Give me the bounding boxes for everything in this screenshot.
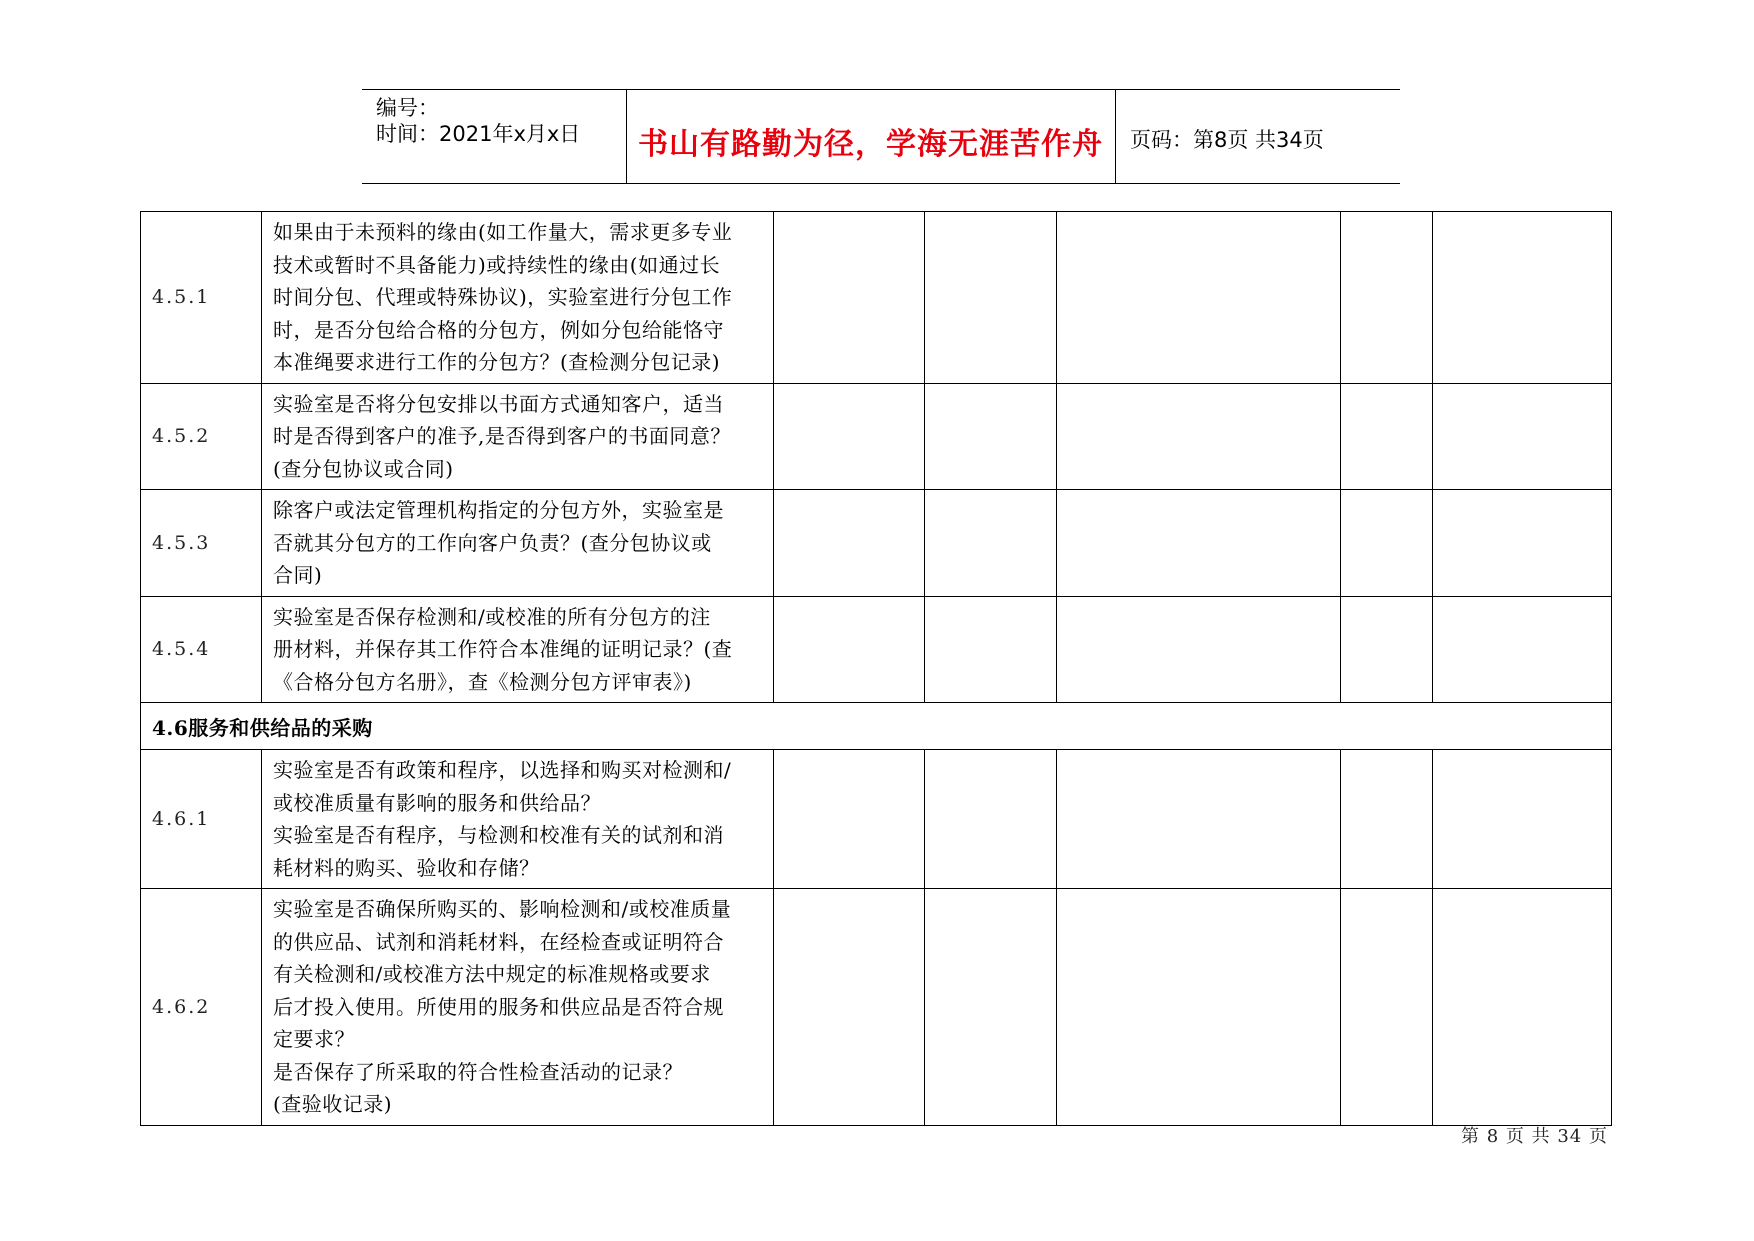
clause-text-line: 时是否得到客户的准予,是否得到客户的书面同意？ — [273, 424, 731, 448]
document-number-label: 编号： — [376, 96, 439, 120]
empty-check-cell[interactable] — [925, 212, 1057, 384]
empty-check-cell[interactable] — [925, 383, 1057, 490]
empty-check-cell[interactable] — [1341, 490, 1433, 597]
empty-check-cell[interactable] — [1433, 490, 1612, 597]
clause-number: 4.6.2 — [141, 889, 262, 1126]
empty-check-cell[interactable] — [1433, 212, 1612, 384]
clause-text-line: 实验室是否有政策和程序，以选择和购买对检测和/ — [273, 758, 732, 782]
empty-check-cell[interactable] — [1057, 212, 1341, 384]
clause-text-line: 册材料，并保存其工作符合本准绳的证明记录？(查 — [273, 637, 733, 661]
clause-text-line: 如果由于未预料的缘由(如工作量大，需求更多专业 — [273, 220, 733, 244]
empty-check-cell[interactable] — [1341, 596, 1433, 703]
clause-text-line: 《合格分包方名册》，查《检测分包方评审表》) — [273, 669, 692, 694]
clause-text-line: (查分包协议或合同) — [273, 456, 454, 481]
table-row — [141, 490, 1612, 597]
empty-check-cell[interactable] — [774, 750, 925, 889]
empty-check-cell[interactable] — [774, 889, 925, 1126]
clause-text-line: 技术或暂时不具备能力)或持续性的缘由(如通过长 — [273, 252, 721, 277]
empty-check-cell[interactable] — [1433, 383, 1612, 490]
document-time-label: 时间：2021年x月x日 — [376, 122, 581, 146]
empty-check-cell[interactable] — [774, 596, 925, 703]
clause-text-line: 合同) — [273, 563, 323, 587]
clause-text-line: 实验室是否确保所购买的、影响检测和/或校准质量 — [273, 897, 732, 921]
document-header — [362, 89, 1400, 184]
section-title: 4.6服务和供给品的采购 — [141, 703, 1612, 750]
header-motto: 书山有路勤为径，学海无涯苦作舟 — [638, 127, 1103, 162]
empty-check-cell[interactable] — [1341, 889, 1433, 1126]
table-row — [141, 212, 1612, 384]
clause-text-line: 实验室是否有程序，与检测和校准有关的试剂和消 — [273, 823, 724, 847]
clause-text — [262, 383, 774, 490]
empty-check-cell[interactable] — [774, 490, 925, 597]
section-4-6 — [141, 703, 1612, 750]
clause-text-line: 时，是否分包给合格的分包方，例如分包给能恪守 — [273, 317, 724, 342]
table-row — [141, 383, 1612, 490]
section-row — [141, 703, 1612, 750]
clause-text — [262, 596, 774, 703]
clause-number: 4.6.1 — [141, 750, 262, 889]
clause-number: 4.5.2 — [141, 383, 262, 490]
clause-number: 4.5.1 — [141, 212, 262, 384]
header-page-code: 页码：第8页 共34页 — [1130, 128, 1324, 152]
empty-check-cell[interactable] — [925, 490, 1057, 597]
clause-text-line: 耗材料的购买、验收和存储？ — [273, 855, 540, 880]
empty-check-cell[interactable] — [1057, 490, 1341, 597]
checklist-table — [140, 211, 1612, 1126]
empty-check-cell[interactable] — [925, 596, 1057, 703]
empty-check-cell[interactable] — [1433, 750, 1612, 889]
clause-text-line: 后才投入使用。所使用的服务和供应品是否符合规 — [273, 994, 724, 1019]
empty-check-cell[interactable] — [925, 750, 1057, 889]
clause-text-line: 的供应品、试剂和消耗材料，在经检查或证明符合 — [273, 929, 724, 954]
clause-text-line: 除客户或法定管理机构指定的分包方外，实验室是 — [273, 498, 724, 522]
header-meta-cell — [362, 90, 627, 183]
table-row — [141, 889, 1612, 1126]
clause-text — [262, 750, 774, 889]
clause-text — [262, 212, 774, 384]
clause-text-line: 否就其分包方的工作向客户负责？(查分包协议或 — [273, 530, 712, 555]
clause-text-line: 本准绳要求进行工作的分包方？(查检测分包记录) — [273, 350, 721, 374]
empty-check-cell[interactable] — [1433, 889, 1612, 1126]
empty-check-cell[interactable] — [925, 889, 1057, 1126]
clause-number: 4.5.3 — [141, 490, 262, 597]
clause-text-line: 有关检测和/或校准方法中规定的标准规格或要求 — [273, 962, 711, 986]
checklist-body-4-6 — [141, 750, 1612, 1126]
clause-text — [262, 889, 774, 1126]
header-page-cell — [1116, 90, 1400, 183]
clause-text-line: 定要求？ — [273, 1027, 355, 1051]
clause-text — [262, 490, 774, 597]
empty-check-cell[interactable] — [1057, 383, 1341, 490]
empty-check-cell[interactable] — [1433, 596, 1612, 703]
table-row — [141, 596, 1612, 703]
table-row — [141, 750, 1612, 889]
empty-check-cell[interactable] — [1341, 383, 1433, 490]
clause-text-line: 是否保存了所采取的符合性检查活动的记录？ — [273, 1059, 683, 1084]
clause-text-line: 实验室是否保存检测和/或校准的所有分包方的注 — [273, 604, 711, 629]
clause-text-line: 实验室是否将分包安排以书面方式通知客户，适当 — [273, 391, 724, 416]
clause-text-line: (查验收记录) — [273, 1092, 393, 1116]
empty-check-cell[interactable] — [1057, 596, 1341, 703]
empty-check-cell[interactable] — [1341, 212, 1433, 384]
page-footer: 第 8 页 共 34 页 — [1461, 1126, 1608, 1147]
empty-check-cell[interactable] — [1057, 750, 1341, 889]
clause-text-line: 或校准质量有影响的服务和供给品？ — [273, 790, 601, 815]
empty-check-cell[interactable] — [1057, 889, 1341, 1126]
empty-check-cell[interactable] — [1341, 750, 1433, 889]
empty-check-cell[interactable] — [774, 383, 925, 490]
checklist-body-4-5 — [141, 212, 1612, 703]
clause-text-line: 时间分包、代理或特殊协议)，实验室进行分包工作 — [273, 285, 733, 309]
header-motto-cell — [626, 90, 1116, 183]
empty-check-cell[interactable] — [774, 212, 925, 384]
clause-number: 4.5.4 — [141, 596, 262, 703]
